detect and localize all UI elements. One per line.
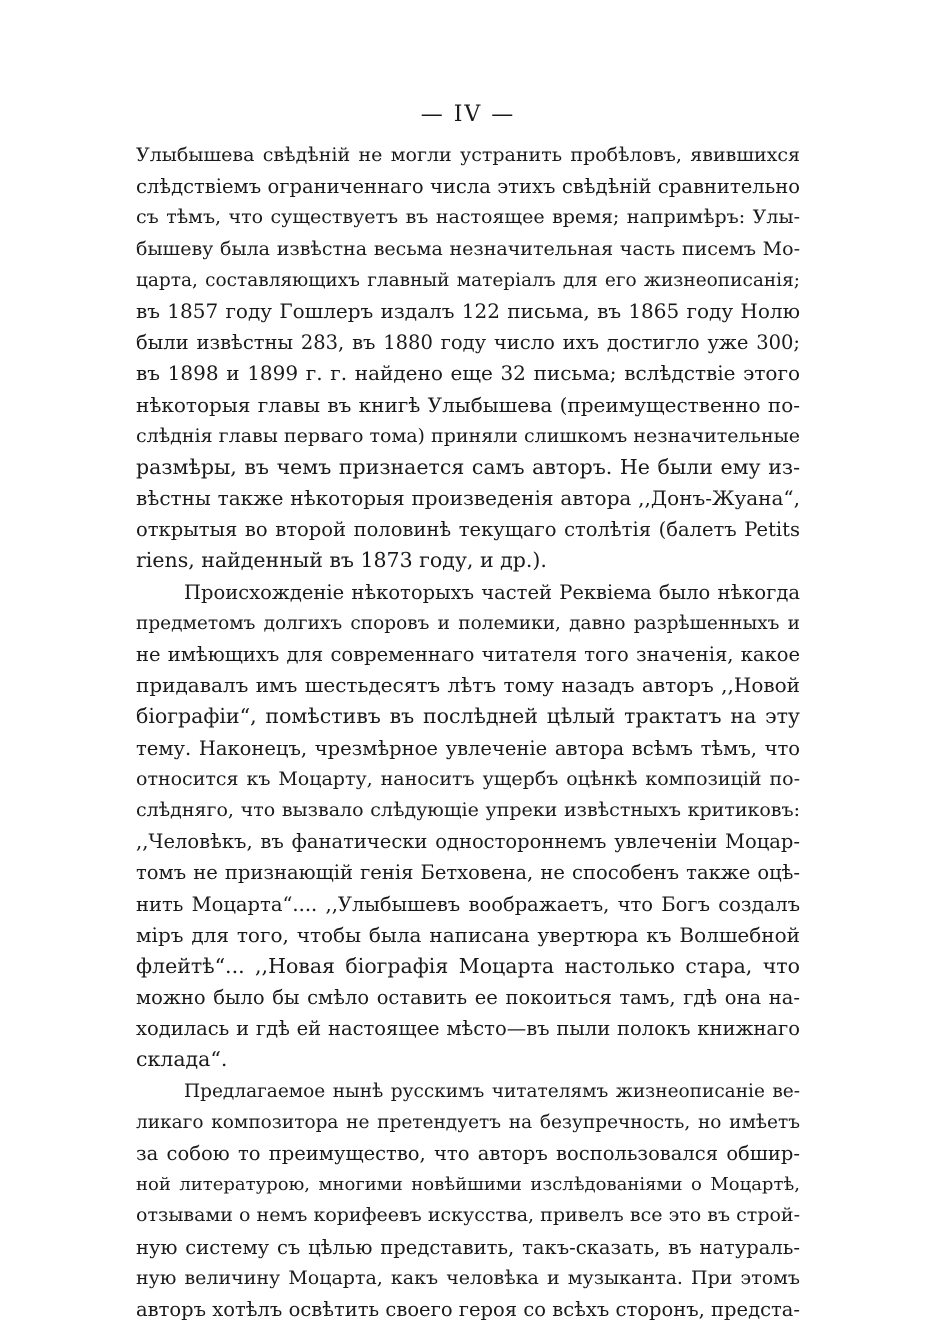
body-text bbox=[136, 140, 800, 1325]
text-line: вѣстны также нѣкоторыя произведенія автора ,,Донъ-Жуана“, bbox=[136, 486, 800, 511]
text-line: склада“. bbox=[136, 1047, 228, 1072]
paragraph-1 bbox=[136, 140, 800, 577]
text-line: нѣкоторыя главы въ книгѣ Улыбышева (преимущественно по- bbox=[136, 392, 800, 417]
text-line: ной литературою, многими новѣйшими изслѣдованіями о Моцартѣ, bbox=[136, 1174, 800, 1196]
text-line: въ 1898 и 1899 г. г. найдено еще 32 письма; вслѣдствіе этого bbox=[136, 361, 800, 386]
text-line: ходилась и гдѣ ей настоящее мѣсто—въ пыли полокъ книжнаго bbox=[136, 1017, 800, 1041]
text-line: томъ не признающій генія Бетховена, не способенъ также оцѣ- bbox=[136, 861, 800, 885]
text-line: за собою то преимущество, что авторъ воспользовался обшир- bbox=[136, 1142, 800, 1165]
text-line: размѣры, въ чемъ признается самъ авторъ. Не были ему из- bbox=[136, 454, 800, 479]
text-line: riens, найденный въ 1873 году, и др.). bbox=[136, 548, 547, 573]
text-line: слѣдствіемъ ограниченнаго числа этихъ свѣдѣній сравнительно bbox=[136, 175, 800, 199]
text-line: Происхожденіе нѣкоторыхъ частей Реквіема было нѣкогда bbox=[184, 580, 800, 604]
text-line: можно было бы смѣло оставить ее покоиться тамъ, гдѣ она на- bbox=[136, 986, 800, 1010]
text-line: предметомъ долгихъ споровъ и полемики, давно разрѣшенныхъ и bbox=[136, 612, 800, 634]
text-line: бышеву была извѣстна весьма незначительная часть писемъ Мо- bbox=[136, 237, 800, 260]
text-line: отзывами о немъ корифеевъ искусства, привелъ все это въ строй- bbox=[136, 1204, 800, 1227]
page-number: — IV — bbox=[420, 102, 516, 127]
paragraph-3 bbox=[136, 1076, 800, 1326]
text-line: ную систему съ цѣлью представить, такъ-сказать, въ натураль- bbox=[136, 1235, 800, 1259]
text-line: ную величину Моцарта, какъ человѣка и музыканта. При этомъ bbox=[136, 1266, 800, 1289]
paragraph-2 bbox=[136, 577, 800, 1076]
text-line: въ 1857 году Гошлеръ издалъ 122 письма, въ 1865 году Нолю bbox=[136, 298, 800, 323]
text-line: Улыбышева свѣдѣній не могли устранить пробѣловъ, явившихся bbox=[136, 144, 800, 166]
text-line: слѣдняго, что вызвало слѣдующіе упреки извѣстныхъ критиковъ: bbox=[136, 798, 800, 821]
text-line: нить Моцарта“.... ,,Улыбышевъ воображаетъ, что Богъ создалъ bbox=[136, 892, 800, 916]
text-line: были извѣстны 283, въ 1880 году число ихъ достигло уже 300; bbox=[136, 331, 800, 355]
text-line: тему. Наконецъ, чрезмѣрное увлеченіе автора всѣмъ тѣмъ, что bbox=[136, 736, 800, 760]
text-line: авторъ хотѣлъ освѣтить своего героя со всѣхъ сторонъ, предста- bbox=[136, 1297, 800, 1321]
text-line: относится къ Моцарту, наноситъ ущербъ оцѣнкѣ композицій по- bbox=[136, 767, 800, 790]
text-line: флейтѣ“... ,,Новая біографія Моцарта настолько стара, что bbox=[136, 953, 800, 978]
text-line: Предлагаемое нынѣ русскимъ читателямъ жизнеописаніе ве- bbox=[184, 1080, 800, 1102]
text-line: ,,Человѣкъ, въ фанатически одностороннемъ увлеченіи Моцар- bbox=[136, 830, 800, 854]
text-line: не имѣющихъ для современнаго читателя того значенія, какое bbox=[136, 643, 800, 666]
text-line: придавалъ имъ шестьдесятъ лѣтъ тому назадъ авторъ ,,Новой bbox=[136, 673, 800, 698]
text-line: открытыя во второй половинѣ текущаго столѣтія (балетъ Petits bbox=[136, 518, 800, 542]
text-line: царта, составляющихъ главный матеріалъ для его жизнеописанія; bbox=[136, 269, 800, 291]
text-line: біографіи“, помѣстивъ въ послѣдней цѣлый трактатъ на эту bbox=[136, 704, 800, 729]
text-line: ликаго композитора не претендуетъ на безупречность, но имѣетъ bbox=[136, 1111, 800, 1133]
text-line: съ тѣмъ, что существуетъ въ настоящее время; напримѣръ: Улы- bbox=[136, 206, 800, 229]
text-line: міръ для того, чтобы была написана увертюра къ Волшебной bbox=[136, 922, 800, 947]
text-line: слѣднія главы перваго тома) приняли слишкомъ незначительные bbox=[136, 424, 800, 447]
